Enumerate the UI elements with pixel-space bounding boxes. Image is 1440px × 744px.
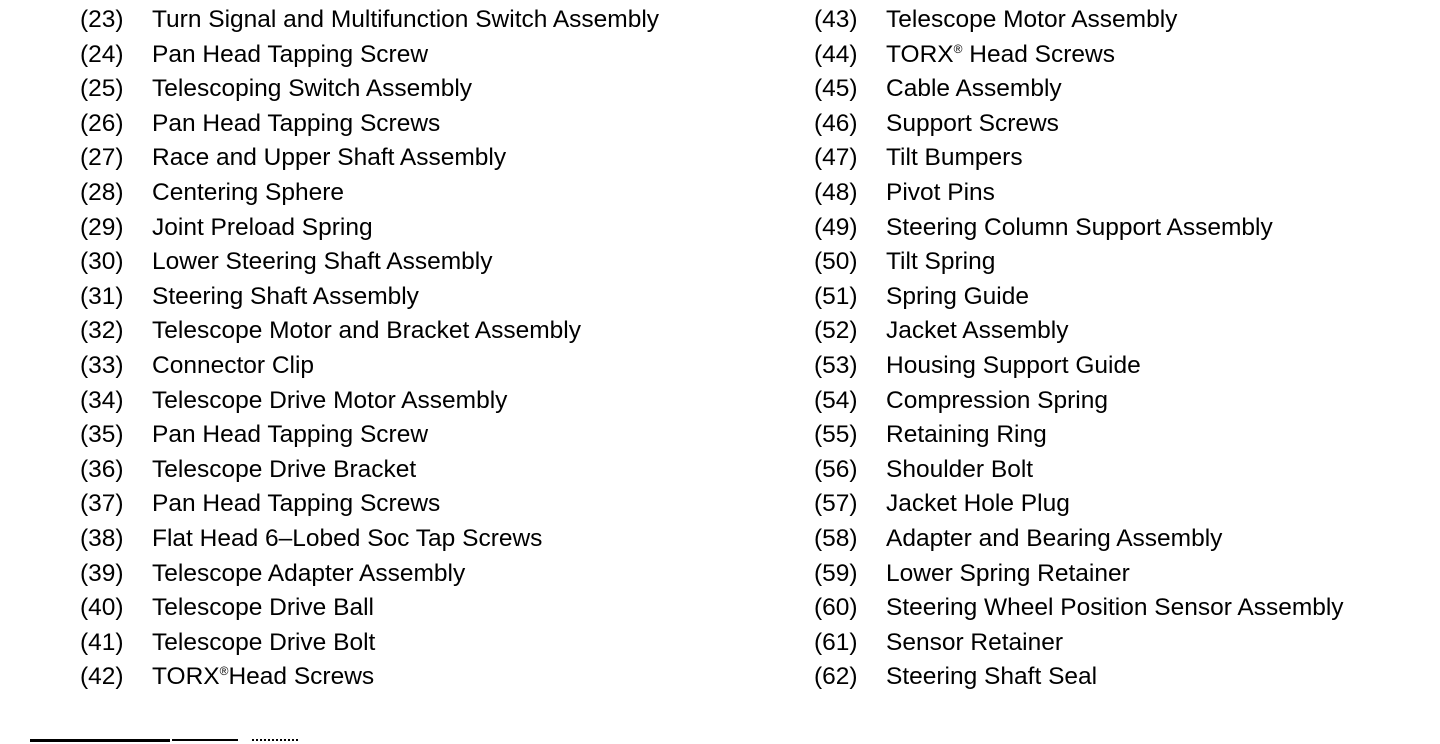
item-label [152,663,374,691]
list-item [80,629,760,657]
item-number: (37) [80,490,124,518]
item-number: (27) [80,144,124,172]
item-number: (46) [814,109,858,137]
list-item [814,317,1424,345]
item-label: Shoulder Bolt [886,455,1034,483]
list-item [80,144,760,172]
item-number: (24) [80,40,124,68]
item-label: Turn Signal and Multifunction Switch Assembly [152,6,660,33]
item-number: (44) [814,40,858,68]
item-label: Jacket Assembly [886,317,1069,345]
item-label: Telescope Drive Bolt [152,628,376,656]
item-label: Pan Head Tapping Screw [152,421,429,449]
item-label: Telescoping Switch Assembly [152,75,473,103]
item-number: (30) [80,248,124,276]
item-label: Connector Clip [152,351,315,379]
item-label: Jacket Hole Plug [886,490,1070,518]
list-item [814,663,1424,691]
item-number: (35) [80,421,124,449]
list-item [80,663,760,691]
item-number: (58) [814,524,858,552]
list-item [814,248,1424,276]
item-label: Retaining Ring [886,421,1047,449]
item-label: Pan Head Tapping Screw [152,40,429,68]
item-label: Telescope Adapter Assembly [152,559,466,587]
list-item [814,421,1424,449]
list-item [80,41,760,69]
item-number: (23) [80,6,124,33]
torx-text: TORX [886,40,954,68]
item-number: (31) [80,282,124,310]
list-item [80,490,760,518]
registered-mark: ® [953,41,963,56]
item-label: Housing Support Guide [886,351,1141,379]
item-label: Joint Preload Spring [152,213,373,241]
list-item [80,456,760,484]
item-label: Sensor Retainer [886,628,1064,656]
item-number: (43) [814,6,858,33]
item-label: Lower Spring Retainer [886,559,1130,587]
item-label: Steering Column Support Assembly [886,213,1273,241]
parts-list-right [814,6,1424,698]
list-item [814,110,1424,138]
item-number: (29) [80,213,124,241]
list-item [814,214,1424,242]
item-label: Cable Assembly [886,75,1062,103]
item-label: Spring Guide [886,282,1030,310]
item-number: (39) [80,559,124,587]
list-item [814,490,1424,518]
torx-text: TORX [152,663,220,691]
item-label: Pan Head Tapping Screws [152,490,441,518]
list-item [814,629,1424,657]
item-label: Steering Shaft Seal [886,663,1098,691]
list-item [80,421,760,449]
item-label: Flat Head 6–Lobed Soc Tap Screws [152,524,543,552]
item-number: (36) [80,455,124,483]
item-label: Adapter and Bearing Assembly [886,524,1223,552]
list-item [814,594,1424,622]
list-item [80,248,760,276]
item-number: (60) [814,594,858,622]
list-item [814,560,1424,588]
item-label: Race and Upper Shaft Assembly [152,144,507,172]
list-item [80,283,760,311]
list-item [80,387,760,415]
item-label: Telescope Drive Motor Assembly [152,386,508,414]
item-number: (62) [814,663,858,691]
item-number: (28) [80,178,124,206]
item-label: Lower Steering Shaft Assembly [152,248,493,276]
list-item [814,144,1424,172]
item-number: (40) [80,594,124,622]
item-label: Steering Wheel Position Sensor Assembly [886,594,1344,622]
list-item [80,179,760,207]
list-item [814,41,1424,69]
list-item [814,456,1424,484]
item-label: Support Screws [886,109,1059,137]
list-item [80,110,760,138]
item-label: Tilt Spring [886,248,996,276]
list-item [80,75,760,103]
item-number: (47) [814,144,858,172]
list-item [80,6,760,34]
list-item [814,352,1424,380]
registered-mark: ® [219,664,229,679]
list-item [814,387,1424,415]
footer-rule [252,739,298,741]
item-label: Tilt Bumpers [886,144,1023,172]
list-item [814,6,1424,34]
list-item [80,560,760,588]
item-label: Telescope Drive Ball [152,594,374,622]
list-item [80,317,760,345]
item-label: Telescope Motor Assembly [886,6,1178,33]
item-number: (25) [80,75,124,103]
list-item [814,525,1424,553]
item-number: (56) [814,455,858,483]
item-number: (38) [80,524,124,552]
item-number: (32) [80,317,124,345]
item-label: Compression Spring [886,386,1108,414]
item-number: (50) [814,248,858,276]
item-label: Centering Sphere [152,178,345,206]
list-item [814,179,1424,207]
list-item [814,283,1424,311]
item-number: (57) [814,490,858,518]
item-number: (34) [80,386,124,414]
item-number: (49) [814,213,858,241]
item-label: Telescope Drive Bracket [152,455,417,483]
item-number: (42) [80,663,124,691]
head-screws-text: Head Screws [962,40,1115,68]
item-number: (41) [80,628,124,656]
head-screws-text: Head Screws [228,663,375,691]
list-item [80,594,760,622]
item-number: (59) [814,559,858,587]
item-number: (54) [814,386,858,414]
item-number: (51) [814,282,858,310]
footer-rule [172,739,238,741]
footer-rule [30,739,170,742]
item-label: Telescope Motor and Bracket Assembly [152,317,581,345]
item-label: Pan Head Tapping Screws [152,109,441,137]
parts-list-left [80,6,760,698]
item-label [886,41,1115,69]
item-number: (48) [814,178,858,206]
item-number: (26) [80,109,124,137]
list-item [80,525,760,553]
item-label: Steering Shaft Assembly [152,282,419,310]
list-item [80,214,760,242]
item-number: (52) [814,317,858,345]
list-item [814,75,1424,103]
item-number: (55) [814,421,858,449]
item-number: (45) [814,75,858,103]
item-label: Pivot Pins [886,178,995,206]
item-number: (33) [80,351,124,379]
item-number: (61) [814,628,858,656]
list-item [80,352,760,380]
item-number: (53) [814,351,858,379]
